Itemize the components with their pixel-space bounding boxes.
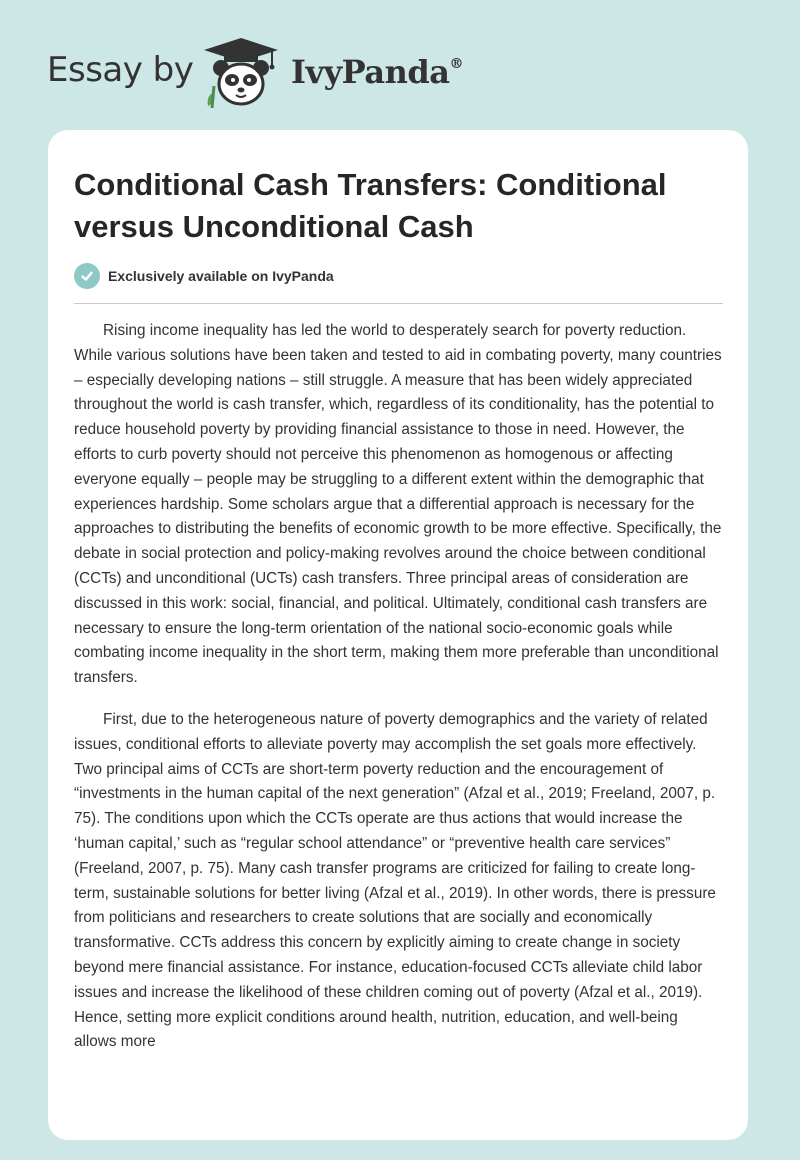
exclusive-badge [74,263,334,289]
paragraph: First, due to the heterogeneous nature of poverty demographics and the variety of related issues, conditional efforts to alleviate poverty may accomplish the set goals more effectively. Two principal aims of CCTs are short-term poverty reduction and the encouragement of “investments in the human capital of the next generation” (Afzal et al., 2019; Freeland, 2007, p. 75). The conditions upon which the CCTs operate are thus actions that would increase the ‘human capital,’ such as “regular school attendance” or “preventive health care services” (Freeland, 2007, p. 75). Many cash transfer programs are criticized for failing to create long-term, sustainable solutions for better living (Afzal et al., 2019). In other words, there is pressure from politicians and researchers to create solutions that are socially and economically transformative. CCTs address this concern by explicitly aiming to create change in society beyond mere financial assistance. For instance, education-focused CCTs alleviate child labor issues and increase the likelihood of these children coming out of poverty (Afzal et al., 2019). Hence, setting more explicit conditions around health, nutrition, education, and well-being allows more [74,710,716,1051]
essay-body [74,319,722,1072]
check-icon [74,263,100,289]
essay-title: Conditional Cash Transfers: Conditional versus Unconditional Cash [74,167,667,244]
paragraph: Rising income inequality has led the world to desperately search for poverty reduction. While various solutions have been taken and tested to aid in combating poverty, many countries – especially developing nations – still struggle. A measure that has been widely appreciated throughout the world is cash transfer, which, regardless of its conditionality, has the potential to reduce household poverty by providing financial assistance to those in need. However, the efforts to curb poverty should not perceive this phenomenon as homogenous or affecting everyone equally – people may be struggling to a different extent within the demographic that experiences hardship. Some scholars argue that a differential approach is necessary for the approaches to distributing the benefits of economic growth to be more effective. Specifically, the debate in social protection and policy-making revolves around the choice between conditional (CCTs) and unconditional (UCTs) cash transfers. Three principal areas of consideration are discussed in this work: social, financial, and political. Ultimately, conditional cash transfers are necessary to ensure the long-term orientation of the national socio-economic goals while combating income inequality in the short term, making them more preferable than unconditional transfers. [74,322,722,687]
essay-by-label: Essay by [47,50,194,90]
exclusive-label: Exclusively available on IvyPanda [108,268,334,284]
site-header [0,0,800,130]
divider [74,303,723,304]
panda-graduate-icon[interactable] [200,34,282,108]
brand-name[interactable]: IvyPanda® [291,53,463,91]
essay-card [48,130,748,1140]
